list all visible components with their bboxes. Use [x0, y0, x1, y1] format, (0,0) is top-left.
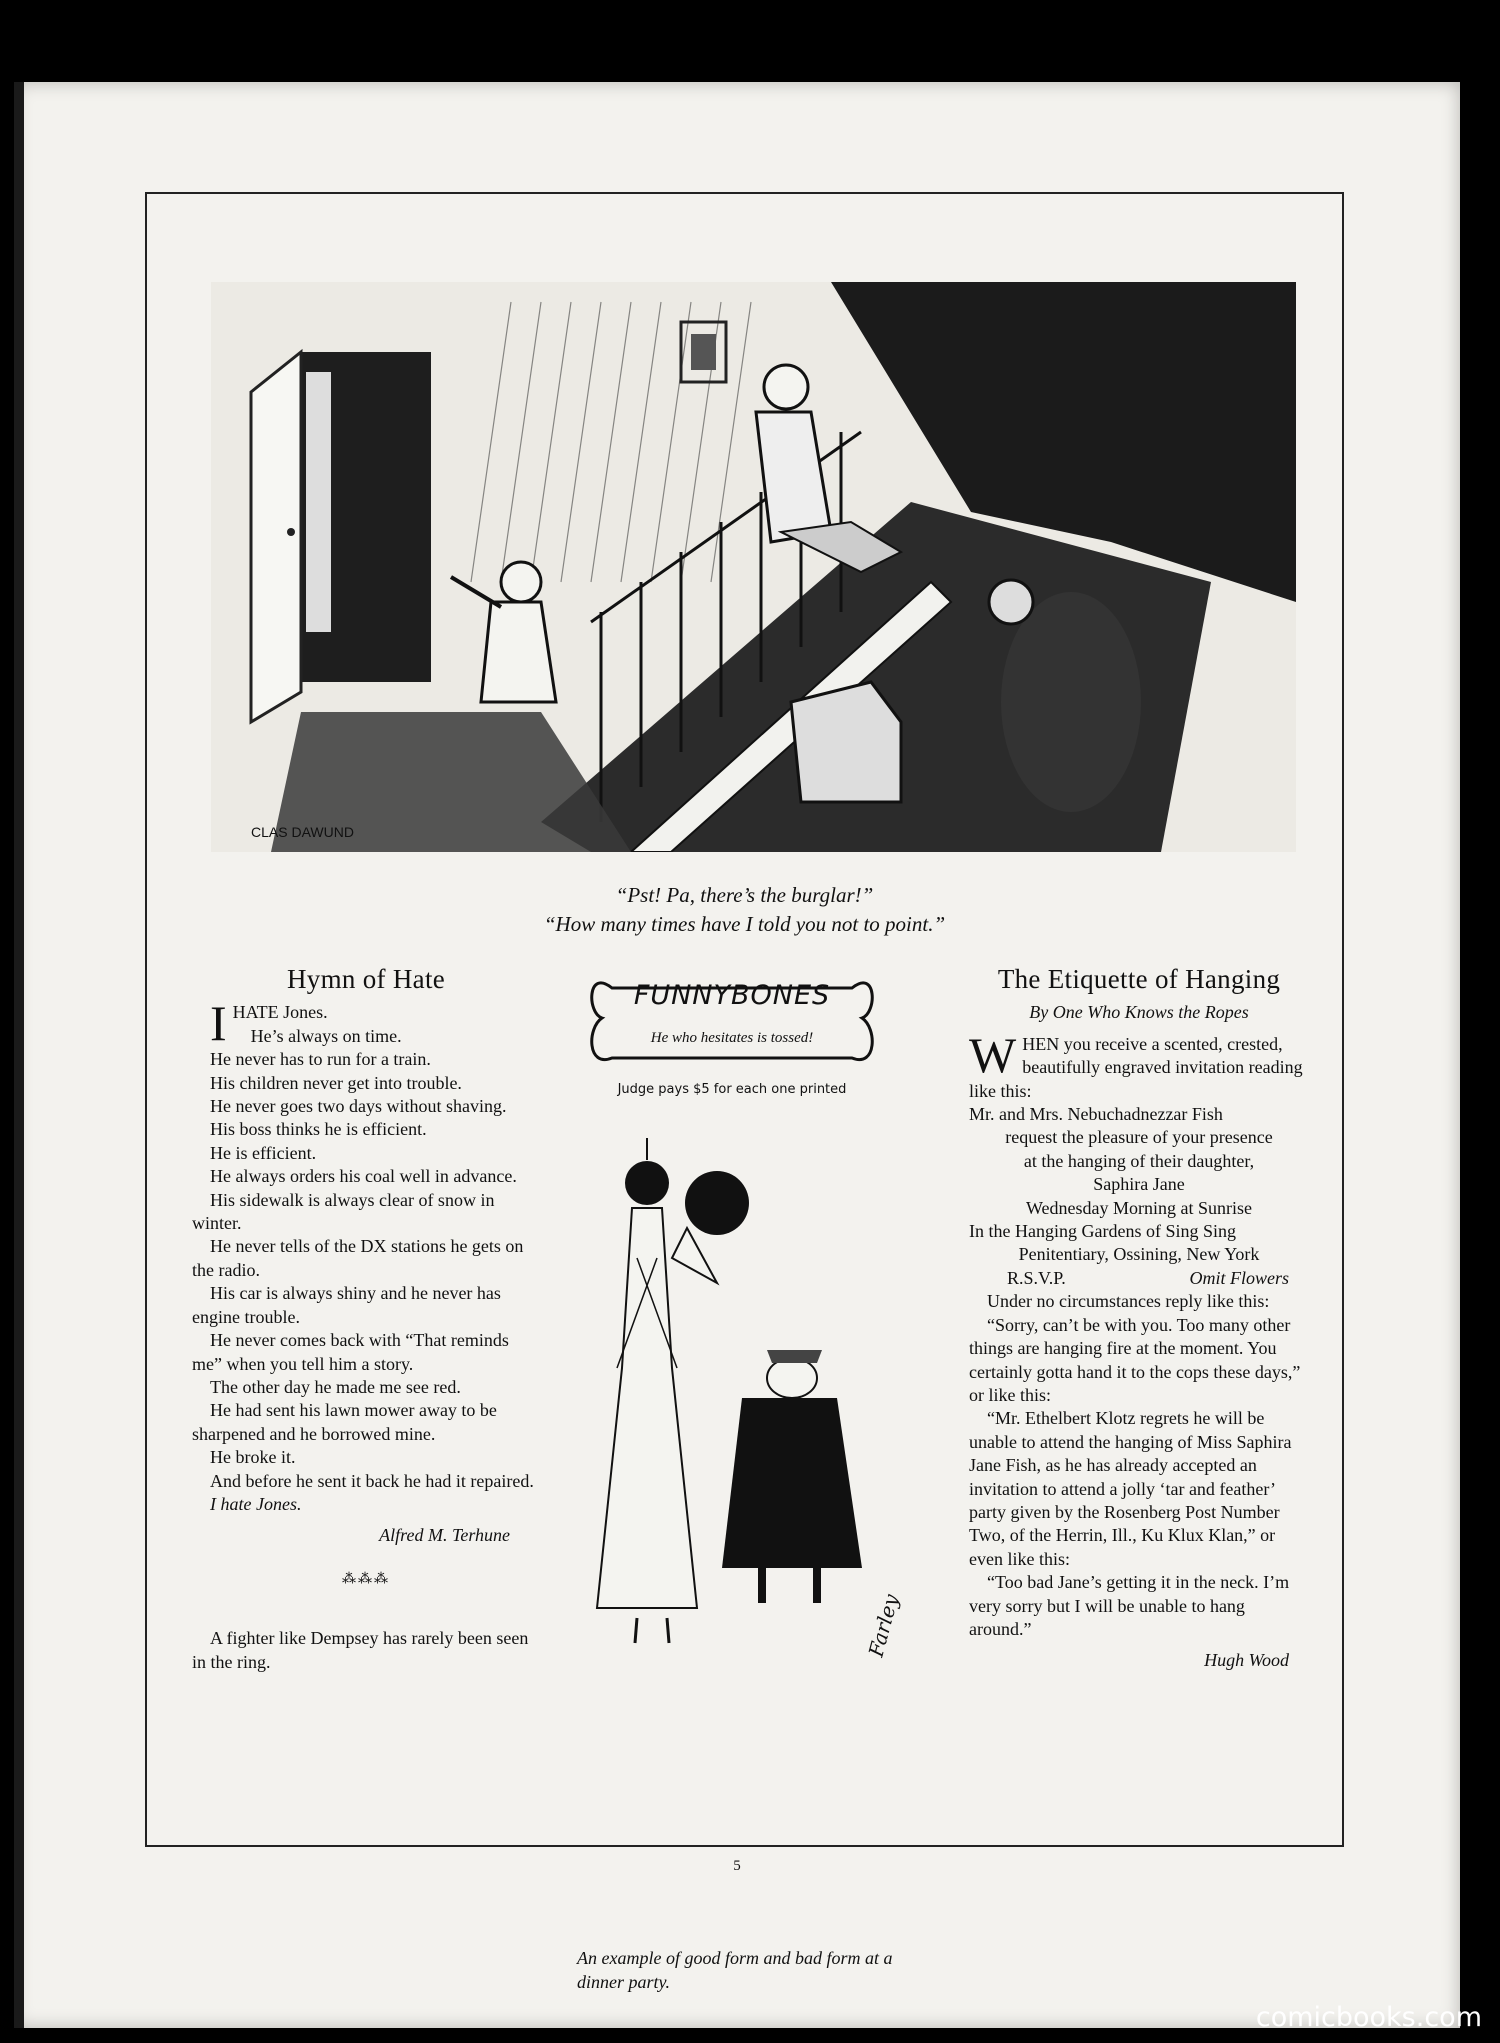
- invite-line: Mr. and Mrs. Nebuchadnezzar Fish: [969, 1104, 1223, 1125]
- funnybones-badge: [582, 958, 882, 1106]
- dempsey-filler: A fighter like Dempsey has rarely been seen in the ring.: [192, 1628, 529, 1672]
- hymn-drop-cap: I: [210, 995, 227, 1052]
- burglar-cartoon-illustration: [211, 282, 1296, 852]
- cartoonist-signature: CLAS DAWUND: [251, 824, 354, 840]
- etiquette-author: Hugh Wood: [1204, 1650, 1289, 1671]
- hymn-column: [192, 964, 540, 1674]
- etiquette-intro: HEN you receive a scented, crested, beautifully engraved invitation reading like this:: [969, 1033, 1303, 1101]
- etiquette-paragraph: “Sorry, can’t be with you. Too many other things are hanging fire at the moment. You certainly gotta hand it to the cops these days,” or like this:: [969, 1314, 1301, 1405]
- etiquette-paragraph: “Mr. Ethelbert Klotz regrets he will be unable to attend the hanging of Miss Saphira Jane Fish, as he has already accepted an invitation to attend a jolly ‘tar and feather’ party given by the Rosenberg Post Number Two, of the Herrin, Ill., Ku Klux Klan,” or even like this:: [969, 1408, 1292, 1569]
- watermark: comicbooks.com: [1255, 2002, 1482, 2033]
- hymn-line: The other day he made me see red.: [210, 1376, 461, 1397]
- rsvp-text: R.S.V.P.: [1007, 1267, 1066, 1288]
- hymn-line: He had sent his lawn mower away to be sharpened and he borrowed mine.: [192, 1400, 497, 1444]
- hymn-line: And before he sent it back he had it repaired.: [210, 1470, 534, 1491]
- hymn-line: He’s always on time.: [250, 1025, 402, 1046]
- funnybones-tagline: He who hesitates is tossed!: [650, 1030, 814, 1046]
- hymn-line: His car is always shiny and he never has engine trouble.: [192, 1283, 501, 1327]
- hymn-title: Hymn of Hate: [286, 964, 446, 994]
- hymn-line: HATE Jones.: [232, 1002, 328, 1023]
- page-gutter: [14, 82, 24, 2028]
- hymn-line: He never comes back with “That reminds me” when you tell him a story.: [192, 1330, 509, 1374]
- invite-line: Saphira Jane: [1093, 1174, 1185, 1195]
- invite-line: at the hanging of their daughter,: [1023, 1150, 1255, 1171]
- hymn-line: I hate Jones.: [210, 1493, 302, 1514]
- page-number: 5: [733, 1858, 741, 1874]
- hymn-author: Alfred M. Terhune: [379, 1525, 510, 1546]
- hymn-line: He is efficient.: [210, 1142, 317, 1163]
- hymn-line: He broke it.: [210, 1447, 296, 1468]
- omit-flowers-text: Omit Flowers: [1189, 1267, 1289, 1288]
- hymn-line: His boss thinks he is efficient.: [210, 1119, 427, 1140]
- magazine-page: [14, 82, 1460, 2028]
- caption-line-2: “How many times have I told you not to point.”: [543, 912, 946, 936]
- caption-line-1: “Pst! Pa, there’s the burglar!”: [615, 883, 874, 907]
- hymn-line: He never tells of the DX stations he gets on the radio.: [192, 1236, 524, 1280]
- etiquette-paragraph: Under no circumstances reply like this:: [987, 1291, 1270, 1312]
- dinner-party-illustration: [577, 1138, 937, 1698]
- funnybones-pay-note: Judge pays $5 for each one printed: [617, 1082, 847, 1097]
- invite-line: request the pleasure of your presence: [1005, 1127, 1273, 1148]
- etiquette-byline: By One Who Knows the Ropes: [1029, 1002, 1249, 1023]
- invite-line: Wednesday Morning at Sunrise: [1025, 1197, 1252, 1218]
- etiquette-drop-cap: W: [969, 1026, 1017, 1083]
- page-frame: [145, 192, 1344, 1992]
- rsvp-line: [969, 1267, 1309, 1290]
- invite-line: In the Hanging Gardens of Sing Sing: [969, 1221, 1236, 1242]
- hymn-line: His children never get into trouble.: [210, 1072, 462, 1093]
- etiquette-title: The Etiquette of Hanging: [997, 964, 1281, 994]
- etiquette-column: [969, 964, 1309, 1673]
- middle-column: [577, 958, 937, 1660]
- cartoon-caption: [147, 881, 1342, 939]
- hymn-line: He never goes two days without shaving.: [210, 1096, 507, 1117]
- etiquette-paragraph: “Too bad Jane’s getting it in the neck. I’m very sorry but I will be unable to hang around.”: [969, 1572, 1290, 1639]
- section-separator: ⁂⁂⁂: [342, 1571, 390, 1587]
- hymn-line: He always orders his coal well in advance.: [210, 1166, 517, 1187]
- artist-signature: Farley: [863, 1591, 904, 1660]
- hymn-line: He never has to run for a train.: [210, 1049, 431, 1070]
- invite-line: Penitentiary, Ossining, New York: [1018, 1244, 1260, 1265]
- dinner-caption: An example of good form and bad form at a dinner party.: [577, 1948, 893, 1992]
- funnybones-title: FUNNYBONES: [633, 980, 831, 1011]
- hymn-line: His sidewalk is always clear of snow in winter.: [192, 1189, 495, 1234]
